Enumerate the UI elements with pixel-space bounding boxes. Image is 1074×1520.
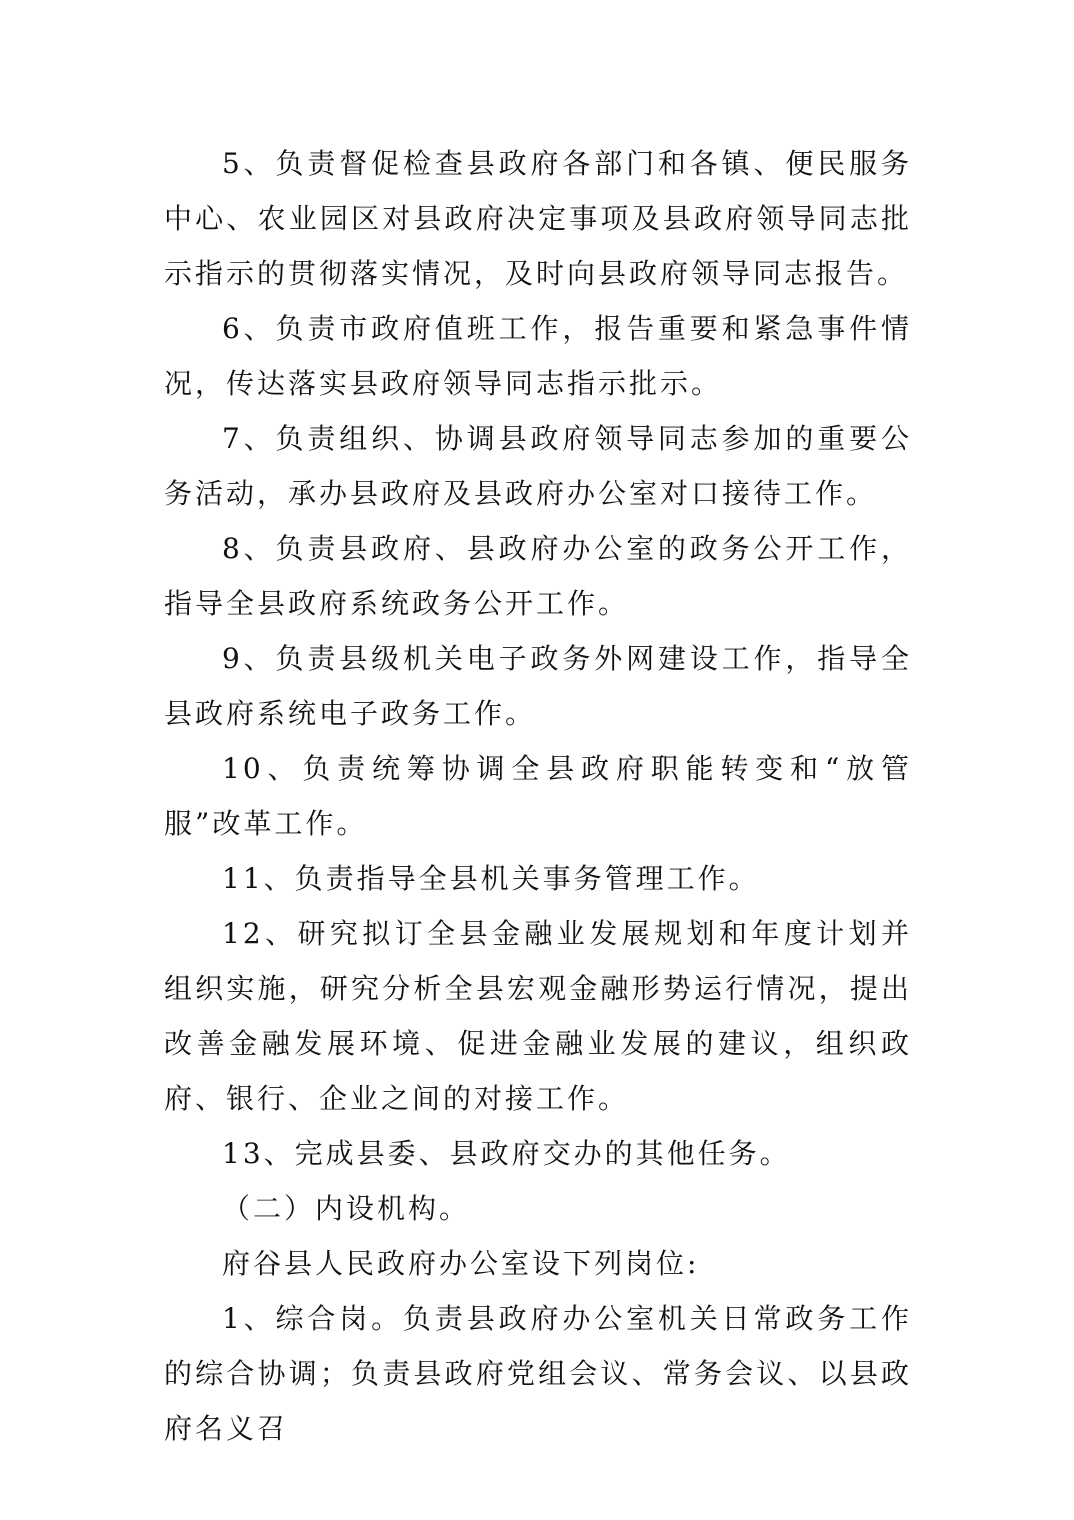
duty-item-11: 11、负责指导全县机关事务管理工作。 xyxy=(222,862,760,895)
duty-item-9: 9、负责县级机关电子政务外网建设工作，指导全县政府系统电子政务工作。 xyxy=(164,642,912,730)
duty-item-10: 10、负责统筹协调全县政府职能转变和“放管服”改革工作。 xyxy=(164,752,912,840)
duty-item-8: 8、负责县政府、县政府办公室的政务公开工作，指导全县政府系统政务公开工作。 xyxy=(164,532,912,620)
duty-item-12: 12、研究拟订全县金融业发展规划和年度计划并组织实施，研究分析全县宏观金融形势运行情况，提出改善金融发展环境、促进金融业发展的建议，组织政府、银行、企业之间的对接工作。 xyxy=(164,917,912,1115)
duty-item-7: 7、负责组织、协调县政府领导同志参加的重要公务活动，承办县政府及县政府办公室对口接待工作。 xyxy=(164,422,912,510)
duty-item-5: 5、负责督促检查县政府各部门和各镇、便民服务中心、农业园区对县政府决定事项及县政府领导同志批示指示的贯彻落实情况，及时向县政府领导同志报告。 xyxy=(164,147,912,290)
document-body xyxy=(164,136,912,1456)
duty-item-13: 13、完成县委、县政府交办的其他任务。 xyxy=(222,1137,791,1170)
post-item-1: 1、综合岗。负责县政府办公室机关日常政务工作的综合协调；负责县政府党组会议、常务会议、以县政府名义召 xyxy=(164,1302,912,1445)
duty-item-6: 6、负责市政府值班工作，报告重要和紧急事件情况，传达落实县政府领导同志指示批示。 xyxy=(164,312,912,400)
section-heading: （二）内设机构。 xyxy=(222,1192,471,1225)
posts-intro: 府谷县人民政府办公室设下列岗位: xyxy=(222,1247,700,1280)
